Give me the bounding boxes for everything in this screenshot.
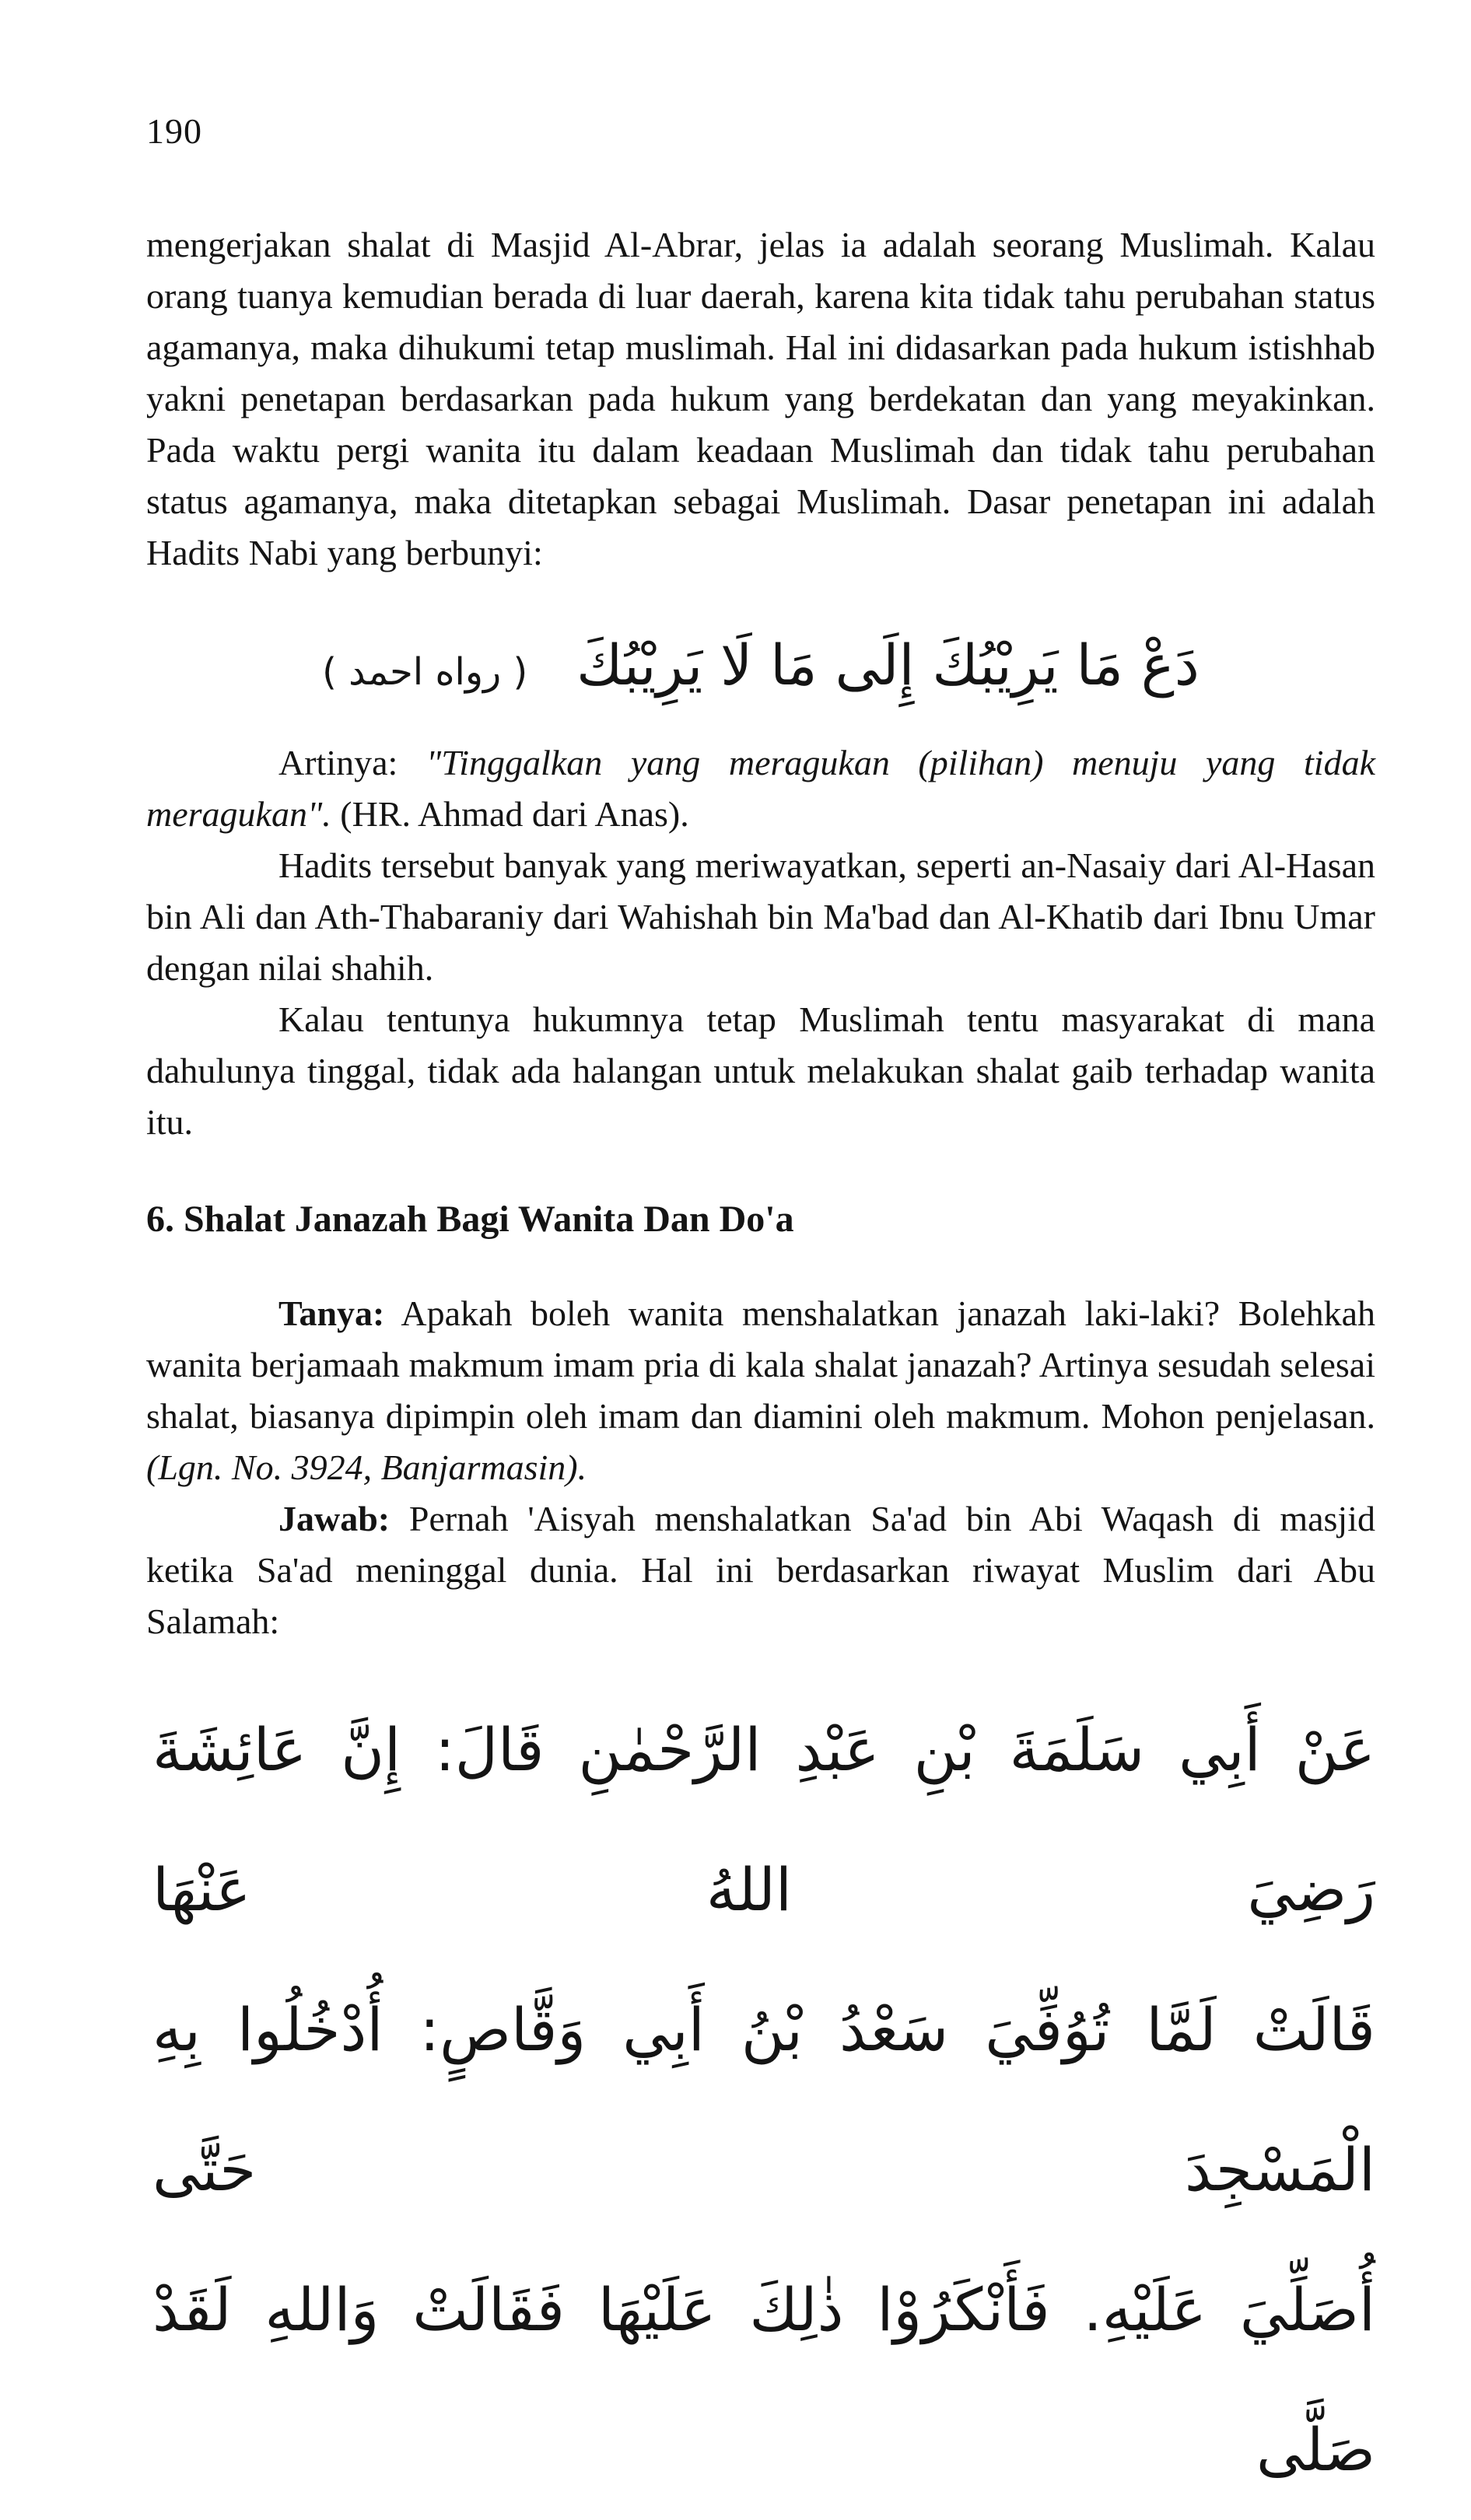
hadith-translation [146, 737, 1375, 840]
page-number: 190 [146, 111, 202, 151]
paragraph-shalat-gaib: Kalau tentunya hukumnya tetap Muslimah tentu masyarakat di mana dahulunya tinggal, tidak ada halangan untuk melakukan shalat gaib terhadap wanita itu. [146, 999, 1375, 1142]
question-label: Tanya: [278, 1293, 385, 1333]
arabic-narration-line-2: قَالَتْ لَمَّا تُوُفِّيَ سَعْدُ بْنُ أَبِي وَقَّاصٍ: أُدْخُلُوا بِهِ الْمَسْجِدَ حَتَّى [152, 1995, 1375, 2204]
arabic-hadith-text: دَعْ مَا يَرِيْبُكَ إِلَى مَا لَا يَرِيْبُكَ [576, 632, 1200, 698]
arabic-narration-block [146, 1680, 1375, 2520]
translation-italic: "Tinggalkan yang meragukan (pilihan) menuju yang tidak meragukan". [146, 743, 1376, 834]
question-reference: (Lgn. No. 3924, Banjarmasin). [146, 1447, 587, 1487]
translation-label: Artinya: [278, 743, 426, 782]
paragraph-istishhab: mengerjakan shalat di Masjid Al-Abrar, jelas ia adalah seorang Muslimah. Kalau orang tuanya kemudian berada di luar daerah, karena kita tidak tahu perubahan status agamanya, maka dihukumi tetap muslimah. Hal ini didasarkan pada hukum istishhab yakni penetapan berdasarkan pada hukum yang berdekatan dan yang meyakinkan. Pada waktu pergi wanita itu dalam keadaan Muslimah dan tidak tahu perubahan status agamanya, maka ditetapkan sebagai Muslimah. Dasar penetapan ini adalah Hadits Nabi yang berbunyi: [146, 225, 1375, 572]
arabic-narration-line-1: عَنْ أَبِي سَلَمَةَ بْنِ عَبْدِ الرَّحْمٰنِ قَالَ: إِنَّ عَائِشَةَ رَضِيَ اللهُ عَنْهَا [152, 1715, 1375, 1924]
arabic-narration-line-3: أُصَلِّيَ عَلَيْهِ. فَأَنْكَرُوْا ذٰلِكَ عَلَيْهَا فَقَالَتْ وَاللهِ لَقَدْ صَلَّى [152, 2275, 1375, 2484]
page-content [146, 219, 1375, 2520]
answer-text: Pernah 'Aisyah menshalatkan Sa'ad bin Abi Waqash di masjid ketika Sa'ad meninggal dunia. Hal ini berdasarkan riwayat Muslim dari Abu Salamah: [146, 1499, 1375, 1641]
answer-label: Jawab: [278, 1499, 391, 1538]
section-heading: 6. Shalat Janazah Bagi Wanita Dan Do'a [146, 1199, 794, 1240]
paragraph-narrators: Hadits tersebut banyak yang meriwayatkan, seperti an-Nasaiy dari Al-Hasan bin Ali dan Ath-Thabaraniy dari Wahishah bin Ma'bad dan Al-Khatib dari Ibnu Umar dengan nilai shahih. [146, 845, 1375, 988]
answer-paragraph [146, 1493, 1375, 1647]
arabic-hadith-quote [146, 607, 1375, 731]
translation-reference: (HR. Ahmad dari Anas). [331, 794, 689, 834]
question-text: Apakah boleh wanita menshalatkan janazah laki-laki? Bolehkah wanita berjamaah makmum imam pria di kala shalat janazah? Artinya sesudah selesai shalat, biasanya dipimpin oleh imam dan diamini oleh makmum. Mohon penjelasan. [146, 1293, 1375, 1436]
arabic-hadith-source: ( رواه احمد ) [322, 650, 528, 694]
question-paragraph [146, 1288, 1375, 1493]
